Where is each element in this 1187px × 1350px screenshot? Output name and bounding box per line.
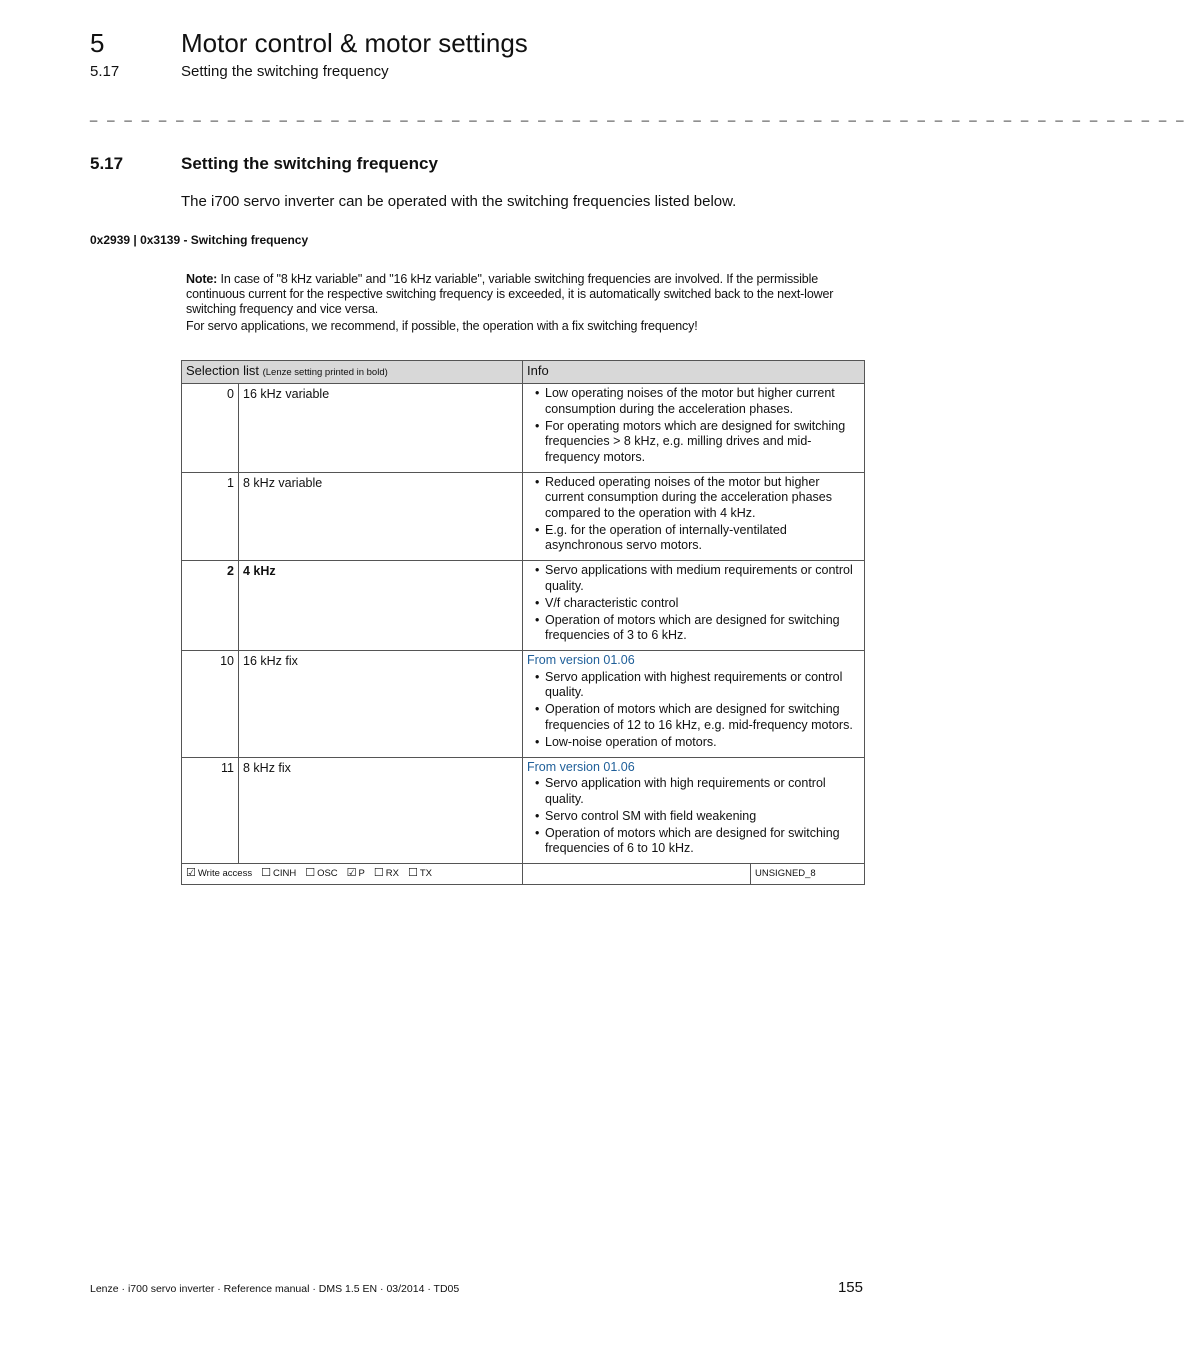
flag-label: RX [385, 868, 399, 879]
page-number: 155 [837, 1279, 863, 1296]
checkbox-icon: ☐ [407, 867, 418, 879]
selection-info [523, 472, 865, 561]
flag-label: P [358, 868, 365, 879]
checkbox-icon: ☐ [373, 867, 384, 879]
table-row [182, 757, 865, 864]
note-paragraph [186, 272, 866, 317]
page-footer: Lenze · i700 servo inverter · Reference manual · DMS 1.5 EN · 03/2014 · TD05 [90, 1283, 460, 1295]
access-flag [305, 868, 337, 879]
flag-label: Write access [197, 868, 253, 879]
section-title: Setting the switching frequency [181, 154, 438, 173]
info-item: • V/f characteristic control [527, 596, 860, 612]
selection-value: 0 [182, 384, 239, 473]
version-link[interactable]: From version 01.06 [527, 759, 635, 774]
selection-info [523, 384, 865, 473]
table-header-row [182, 361, 865, 384]
flag-label: CINH [272, 868, 297, 879]
selection-label: 16 kHz variable [239, 384, 523, 473]
selection-value: 2 [182, 561, 239, 651]
version-link[interactable]: From version 01.06 [527, 653, 635, 667]
selection-info [523, 651, 865, 758]
table-row [182, 651, 865, 758]
access-flag [374, 868, 399, 879]
section-intro: The i700 servo inverter can be operated with the switching frequencies listed below. [181, 193, 737, 210]
flag-label: TX [419, 868, 432, 879]
info-list [527, 386, 860, 465]
access-flag [261, 868, 296, 879]
checkbox-icon: ☑ [186, 867, 196, 879]
chapter-title: Motor control & motor settings [181, 28, 528, 58]
checkbox-icon: ☑ [346, 867, 357, 879]
header-separator: _ _ _ _ _ _ _ _ _ _ _ _ _ _ _ _ _ _ _ _ _ _ _ _ _ _ _ _ _ _ _ _ _ _ _ _ _ _ _ _ _ _ _ _ _ _ _ _ _ _ _ _ _ _ _ _ _ _ _ _ _ _ _ _ [90, 107, 1187, 122]
note-block [186, 272, 866, 334]
info-item: • Low-noise operation of motors. [527, 735, 860, 751]
table-row [182, 561, 865, 651]
info-item: • Operation of motors which are designed for switching frequencies of 6 to 10 kHz. [527, 826, 860, 857]
info-item: • Low operating noises of the motor but higher current consumption during the acceleration phases. [527, 386, 860, 417]
note-recommendation: For servo applications, we recommend, if possible, the operation with a fix switching frequency! [186, 319, 698, 333]
lenze-setting-hint: (Lenze setting printed in bold) [262, 367, 388, 378]
info-list [527, 670, 860, 751]
info-list [527, 475, 860, 554]
note-text: In case of "8 kHz variable" and "16 kHz variable", variable switching frequencies are involved. If the permissible continuous current for the respective switching frequency is exceeded, it is automatically switched back to the next-lower switching frequency and vice versa. [186, 272, 834, 316]
access-flag [186, 868, 252, 879]
info-item: • Operation of motors which are designed for switching frequencies of 3 to 6 kHz. [527, 613, 860, 644]
selection-value: 10 [182, 651, 239, 758]
info-list [527, 563, 860, 644]
selection-label: 8 kHz variable [239, 472, 523, 561]
info-list [527, 776, 860, 857]
selection-value: 11 [182, 757, 239, 864]
flag-label: OSC [317, 868, 338, 879]
note-label: Note: [186, 272, 218, 286]
info-item: • Operation of motors which are designed for switching frequencies of 12 to 16 kHz, e.g. mid-frequency motors. [527, 702, 860, 733]
selection-list-header [182, 361, 523, 384]
selection-info [523, 561, 865, 651]
checkbox-icon: ☐ [261, 867, 271, 879]
info-item: • E.g. for the operation of internally-ventilated asynchronous servo motors. [527, 523, 860, 554]
subsection-number: 5.17 [90, 63, 120, 80]
info-item: • Servo control SM with field weakening [527, 809, 860, 825]
selection-list-label: Selection list [186, 363, 259, 378]
selection-label: 16 kHz fix [239, 651, 523, 758]
chapter-number: 5 [90, 28, 105, 58]
selection-table [181, 360, 865, 885]
data-type: UNSIGNED_8 [751, 864, 865, 885]
checkbox-icon: ☐ [305, 867, 316, 879]
selection-label: 8 kHz fix [239, 757, 523, 864]
info-item: • For operating motors which are designed for switching frequencies > 8 kHz, e.g. milling drives and mid-frequency motors. [527, 419, 860, 466]
info-item: • Reduced operating noises of the motor but higher current consumption during the acceleration phases compared to the operation with 4 kHz. [527, 475, 860, 522]
selection-info [523, 757, 865, 864]
access-flag [408, 868, 432, 879]
info-header: Info [523, 361, 865, 384]
info-item: • Servo application with highest requirements or control quality. [527, 670, 860, 701]
selection-value: 1 [182, 472, 239, 561]
info-item: • Servo application with high requirements or control quality. [527, 776, 860, 807]
table-footer-row [182, 864, 865, 885]
table-row [182, 472, 865, 561]
section-number: 5.17 [90, 154, 124, 173]
access-flag [347, 868, 365, 879]
info-item: • Servo applications with medium requirements or control quality. [527, 563, 860, 594]
table-row [182, 384, 865, 473]
subsection-title: Setting the switching frequency [181, 63, 389, 80]
parameter-heading: 0x2939 | 0x3139 - Switching frequency [90, 233, 309, 247]
footer-empty-cell [523, 864, 751, 885]
selection-label: 4 kHz [239, 561, 523, 651]
access-flags [182, 864, 523, 885]
